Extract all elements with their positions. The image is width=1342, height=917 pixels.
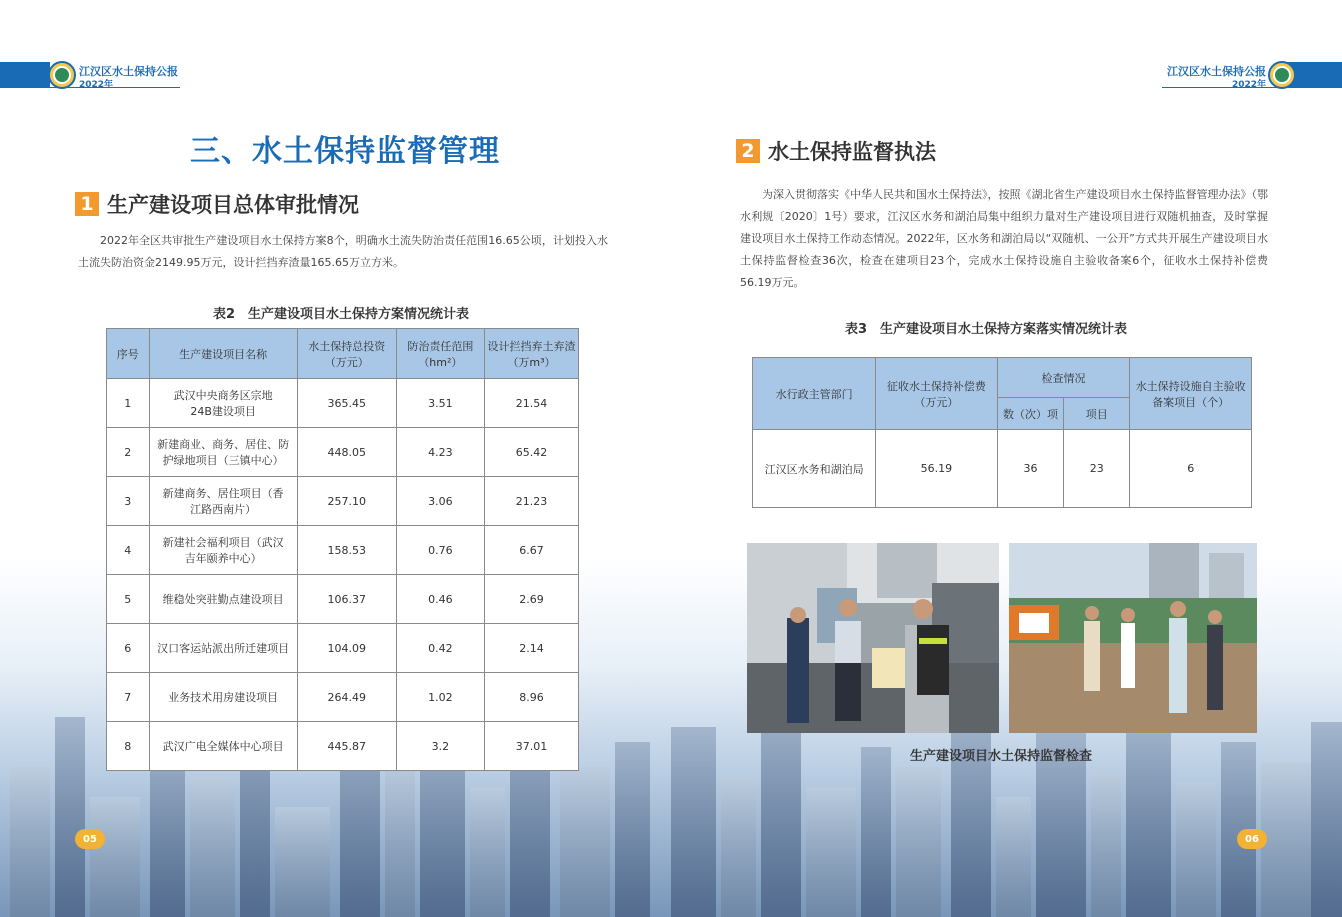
table-cell: 4: [107, 526, 150, 575]
section-heading-1: [75, 189, 359, 219]
table-header: 序号: [107, 329, 150, 379]
table-3: [752, 357, 1252, 508]
table-cell: 3.2: [396, 722, 484, 771]
table-header: 设计拦挡弃土弃渣（万m³）: [485, 329, 579, 379]
table-cell: 0.76: [396, 526, 484, 575]
table-cell: 3.06: [396, 477, 484, 526]
table-cell: 江汉区水务和湖泊局: [753, 430, 876, 508]
table-2: [106, 328, 579, 771]
table-cell: 武汉广电全媒体中心项目: [149, 722, 297, 771]
page-number: 05: [75, 829, 105, 849]
table-cell: 2.14: [485, 624, 579, 673]
table-row: [107, 722, 579, 771]
table-cell: 4.23: [396, 428, 484, 477]
table-header: 项目: [1064, 398, 1130, 430]
table-cell: 104.09: [297, 624, 396, 673]
table-row: [107, 379, 579, 428]
table-cell: 0.46: [396, 575, 484, 624]
table-header: 数（次）项: [997, 398, 1064, 430]
table-row: [753, 430, 1252, 508]
table-cell: 3.51: [396, 379, 484, 428]
table-cell: 0.42: [396, 624, 484, 673]
photo-caption: 生产建设项目水土保持监督检查: [910, 749, 1093, 764]
table-2-caption: 表2 生产建设项目水土保持方案情况统计表: [213, 307, 470, 322]
table-cell: 3: [107, 477, 150, 526]
table-cell: 7: [107, 673, 150, 722]
table-cell: 新建商业、商务、居住、防护绿地项目（三镇中心）: [149, 428, 297, 477]
table-cell: 56.19: [876, 430, 998, 508]
chapter-title: 三、水土保持监督管理: [190, 134, 500, 169]
table-header: 征收水土保持补偿费（万元）: [876, 358, 998, 430]
header-bar: [0, 62, 50, 88]
table-row: [107, 428, 579, 477]
table-cell: 维稳处突驻勤点建设项目: [149, 575, 297, 624]
bulletin-logo-icon: [1268, 61, 1296, 89]
table-cell: 21.54: [485, 379, 579, 428]
table-cell: 6.67: [485, 526, 579, 575]
table-cell: 23: [1064, 430, 1130, 508]
table-cell: 264.49: [297, 673, 396, 722]
table-cell: 8: [107, 722, 150, 771]
inspection-photo-1: [747, 543, 999, 733]
table-header: 防治责任范围（hm²）: [396, 329, 484, 379]
header-title: 江汉区水土保持公报: [79, 65, 178, 78]
table-row: [107, 526, 579, 575]
table-cell: 158.53: [297, 526, 396, 575]
table-header: 水土保持设施自主验收备案项目（个）: [1130, 358, 1252, 430]
table-header: 检查情况: [997, 358, 1130, 398]
table-cell: 365.45: [297, 379, 396, 428]
section-title: 生产建设项目总体审批情况: [107, 193, 359, 217]
table-cell: 新建商务、居住项目（香江路西南片）: [149, 477, 297, 526]
right-page: [671, 0, 1342, 917]
table-header: 水行政主管部门: [753, 358, 876, 430]
table-cell: 448.05: [297, 428, 396, 477]
approval-paragraph: 2022年全区共审批生产建设项目水土保持方案8个，明确水土流失防治责任范围16.65公顷，计划投入水土流失防治资金2149.95万元，设计拦挡弃渣量165.65万立方米。: [78, 234, 608, 269]
page-number: 06: [1237, 829, 1267, 849]
header-year: 2022年: [1231, 80, 1266, 90]
header-year: 2022年: [79, 80, 114, 90]
section-number: 2: [736, 139, 760, 163]
table-row: [107, 673, 579, 722]
table-cell: 8.96: [485, 673, 579, 722]
table-cell: 445.87: [297, 722, 396, 771]
table-row: [107, 477, 579, 526]
table-cell: 5: [107, 575, 150, 624]
table-cell: 汉口客运站派出所迁建项目: [149, 624, 297, 673]
table-row: [107, 624, 579, 673]
supervision-paragraph: 为深入贯彻落实《中华人民共和国水土保持法》，按照《湖北省生产建设项目水土保持监督管理办法》（鄂水利规〔2020〕1号）要求，江汉区水务和湖泊局集中组织力量对生产建设项目进行双随机抽查，及时掌握建设项目水土保持工作动态情况。2022年，区水务和湖泊局以“双随机、一公开”方式共开展生产建设项目水土保持监督检查36次，检查在建项目23个，完成水土保持设施自主验收备案6个，征收水土保持补偿费56.19万元。: [740, 188, 1268, 289]
table-cell: 6: [1130, 430, 1252, 508]
table-cell: 6: [107, 624, 150, 673]
table-cell: 2.69: [485, 575, 579, 624]
table-cell: 21.23: [485, 477, 579, 526]
table-3-caption: 表3 生产建设项目水土保持方案落实情况统计表: [845, 322, 1128, 337]
table-cell: 业务技术用房建设项目: [149, 673, 297, 722]
bulletin-logo-icon: [48, 61, 76, 89]
section-number: 1: [75, 192, 99, 216]
table-cell: 1: [107, 379, 150, 428]
section-heading-2: [736, 136, 936, 166]
table-cell: 106.37: [297, 575, 396, 624]
table-cell: 武汉中央商务区宗地24B建设项目: [149, 379, 297, 428]
table-cell: 37.01: [485, 722, 579, 771]
table-header: 水土保持总投资（万元）: [297, 329, 396, 379]
table-cell: 65.42: [485, 428, 579, 477]
table-cell: 36: [997, 430, 1064, 508]
table-header: 生产建设项目名称: [149, 329, 297, 379]
table-cell: 新建社会福利项目（武汉吉年颐养中心）: [149, 526, 297, 575]
table-row: [107, 575, 579, 624]
table-cell: 2: [107, 428, 150, 477]
header-title: 江汉区水土保持公报: [1167, 65, 1266, 78]
inspection-photo-2: [1009, 543, 1257, 733]
table-cell: 257.10: [297, 477, 396, 526]
table-cell: 1.02: [396, 673, 484, 722]
section-title: 水土保持监督执法: [768, 140, 936, 164]
